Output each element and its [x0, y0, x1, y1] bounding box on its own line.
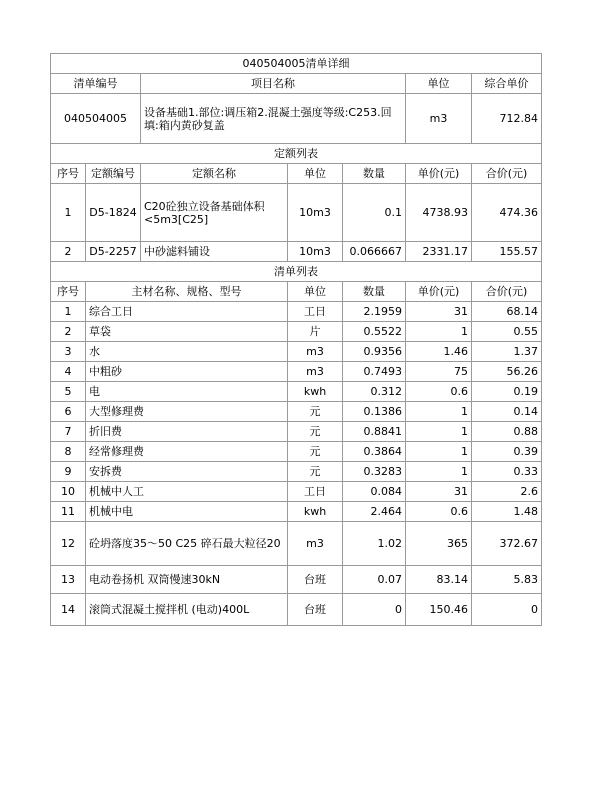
- material-list: [51, 302, 542, 626]
- material-seq: 3: [51, 342, 86, 362]
- material-name: 电: [86, 382, 288, 402]
- material-name: 电动卷扬机 双筒慢速30kN: [86, 566, 288, 594]
- material-seq: 10: [51, 482, 86, 502]
- quota-unit-header: 单位: [288, 164, 343, 184]
- material-unit-header: 单位: [288, 282, 343, 302]
- material-name: 草袋: [86, 322, 288, 342]
- table-row: [51, 402, 542, 422]
- material-total: 56.26: [472, 362, 542, 382]
- material-qty: 0.312: [343, 382, 406, 402]
- material-qty: 0.1386: [343, 402, 406, 422]
- material-unit: 元: [288, 422, 343, 442]
- material-section-title: 清单列表: [51, 262, 542, 282]
- quota-code-header: 定额编号: [86, 164, 141, 184]
- quota-qty: 0.066667: [343, 242, 406, 262]
- quota-qty-header: 数量: [343, 164, 406, 184]
- bill-item-row: [51, 94, 542, 144]
- quota-name: C20砼独立设备基础体积<5m3[C25]: [141, 184, 288, 242]
- material-seq: 5: [51, 382, 86, 402]
- material-seq: 12: [51, 522, 86, 566]
- table-row: [51, 342, 542, 362]
- material-total: 372.67: [472, 522, 542, 566]
- table-row: [51, 594, 542, 626]
- material-name: 大型修理费: [86, 402, 288, 422]
- quota-header-row: [51, 164, 542, 184]
- material-price: 0.6: [406, 382, 472, 402]
- material-qty: 1.02: [343, 522, 406, 566]
- page-title: 040504005清单详细: [51, 54, 542, 74]
- quota-code: D5-1824: [86, 184, 141, 242]
- material-price: 75: [406, 362, 472, 382]
- material-price: 83.14: [406, 566, 472, 594]
- quota-price: 4738.93: [406, 184, 472, 242]
- table-row: [51, 322, 542, 342]
- quota-seq-header: 序号: [51, 164, 86, 184]
- material-name: 水: [86, 342, 288, 362]
- material-unit: 工日: [288, 302, 343, 322]
- table-row: [51, 482, 542, 502]
- material-price: 31: [406, 482, 472, 502]
- material-total: 2.6: [472, 482, 542, 502]
- material-seq: 9: [51, 462, 86, 482]
- material-seq: 1: [51, 302, 86, 322]
- material-total: 0.33: [472, 462, 542, 482]
- material-unit: m3: [288, 362, 343, 382]
- material-qty: 0.084: [343, 482, 406, 502]
- material-price: 1: [406, 322, 472, 342]
- material-price: 1: [406, 462, 472, 482]
- table-row: [51, 302, 542, 322]
- quota-price-header: 单价(元): [406, 164, 472, 184]
- bill-unit: m3: [406, 94, 472, 144]
- quota-code: D5-2257: [86, 242, 141, 262]
- material-unit: 台班: [288, 594, 343, 626]
- material-unit: 台班: [288, 566, 343, 594]
- material-qty: 0.7493: [343, 362, 406, 382]
- table-row: [51, 442, 542, 462]
- material-unit: 元: [288, 402, 343, 422]
- material-price: 1: [406, 422, 472, 442]
- quota-section-title: 定额列表: [51, 144, 542, 164]
- material-unit: kwh: [288, 502, 343, 522]
- material-seq: 6: [51, 402, 86, 422]
- material-price: 150.46: [406, 594, 472, 626]
- material-seq: 14: [51, 594, 86, 626]
- quota-section-row: [51, 144, 542, 164]
- material-name: 安拆费: [86, 462, 288, 482]
- table-row: [51, 502, 542, 522]
- quota-qty: 0.1: [343, 184, 406, 242]
- table-row: [51, 242, 542, 262]
- material-price: 1: [406, 402, 472, 422]
- material-price: 31: [406, 302, 472, 322]
- bill-name: 设备基础1.部位:调压箱2.混凝土强度等级:C253.回填:箱内黄砂复盖: [141, 94, 406, 144]
- table-row: [51, 382, 542, 402]
- quota-name-header: 定额名称: [141, 164, 288, 184]
- material-unit: m3: [288, 522, 343, 566]
- bill-detail-table: [50, 53, 542, 626]
- quota-total: 155.57: [472, 242, 542, 262]
- quota-total: 474.36: [472, 184, 542, 242]
- material-unit: 工日: [288, 482, 343, 502]
- table-row: [51, 422, 542, 442]
- title-row: [51, 54, 542, 74]
- table-row: [51, 566, 542, 594]
- material-seq: 4: [51, 362, 86, 382]
- material-price: 1: [406, 442, 472, 462]
- material-total: 1.37: [472, 342, 542, 362]
- material-qty: 2.464: [343, 502, 406, 522]
- material-price: 1.46: [406, 342, 472, 362]
- quota-total-header: 合价(元): [472, 164, 542, 184]
- material-qty: 0.9356: [343, 342, 406, 362]
- material-unit: 片: [288, 322, 343, 342]
- material-qty: 0.07: [343, 566, 406, 594]
- material-price-header: 单价(元): [406, 282, 472, 302]
- material-seq: 7: [51, 422, 86, 442]
- material-total: 68.14: [472, 302, 542, 322]
- material-name: 综合工日: [86, 302, 288, 322]
- table-row: [51, 462, 542, 482]
- material-unit: 元: [288, 462, 343, 482]
- material-total: 5.83: [472, 566, 542, 594]
- material-total: 0: [472, 594, 542, 626]
- material-name: 机械中人工: [86, 482, 288, 502]
- material-name: 滚筒式混凝土搅拌机 (电动)400L: [86, 594, 288, 626]
- material-seq: 8: [51, 442, 86, 462]
- material-seq-header: 序号: [51, 282, 86, 302]
- quota-name: 中砂滤料铺设: [141, 242, 288, 262]
- bill-header-row: [51, 74, 542, 94]
- material-qty: 0.5522: [343, 322, 406, 342]
- material-seq: 13: [51, 566, 86, 594]
- material-total: 0.39: [472, 442, 542, 462]
- material-section-row: [51, 262, 542, 282]
- material-total: 0.55: [472, 322, 542, 342]
- material-name-header: 主材名称、规格、型号: [86, 282, 288, 302]
- quota-unit: 10m3: [288, 242, 343, 262]
- material-total: 0.88: [472, 422, 542, 442]
- table-row: [51, 522, 542, 566]
- bill-code-header: 清单编号: [51, 74, 141, 94]
- material-name: 中粗砂: [86, 362, 288, 382]
- material-total-header: 合价(元): [472, 282, 542, 302]
- material-qty: 0.3864: [343, 442, 406, 462]
- material-header-row: [51, 282, 542, 302]
- bill-name-header: 项目名称: [141, 74, 406, 94]
- quota-unit: 10m3: [288, 184, 343, 242]
- material-unit: m3: [288, 342, 343, 362]
- bill-price-header: 综合单价: [472, 74, 542, 94]
- material-total: 0.14: [472, 402, 542, 422]
- bill-code: 040504005: [51, 94, 141, 144]
- table-row: [51, 362, 542, 382]
- material-qty: 0.8841: [343, 422, 406, 442]
- material-qty-header: 数量: [343, 282, 406, 302]
- material-total: 1.48: [472, 502, 542, 522]
- table-row: [51, 184, 542, 242]
- material-total: 0.19: [472, 382, 542, 402]
- quota-seq: 2: [51, 242, 86, 262]
- material-seq: 11: [51, 502, 86, 522]
- material-qty: 0.3283: [343, 462, 406, 482]
- material-unit: kwh: [288, 382, 343, 402]
- material-price: 0.6: [406, 502, 472, 522]
- material-seq: 2: [51, 322, 86, 342]
- material-name: 经常修理费: [86, 442, 288, 462]
- material-name: 折旧费: [86, 422, 288, 442]
- bill-price: 712.84: [472, 94, 542, 144]
- quota-price: 2331.17: [406, 242, 472, 262]
- material-name: 砼坍落度35～50 C25 碎石最大粒径20: [86, 522, 288, 566]
- material-name: 机械中电: [86, 502, 288, 522]
- material-price: 365: [406, 522, 472, 566]
- material-qty: 0: [343, 594, 406, 626]
- material-unit: 元: [288, 442, 343, 462]
- quota-seq: 1: [51, 184, 86, 242]
- bill-unit-header: 单位: [406, 74, 472, 94]
- material-qty: 2.1959: [343, 302, 406, 322]
